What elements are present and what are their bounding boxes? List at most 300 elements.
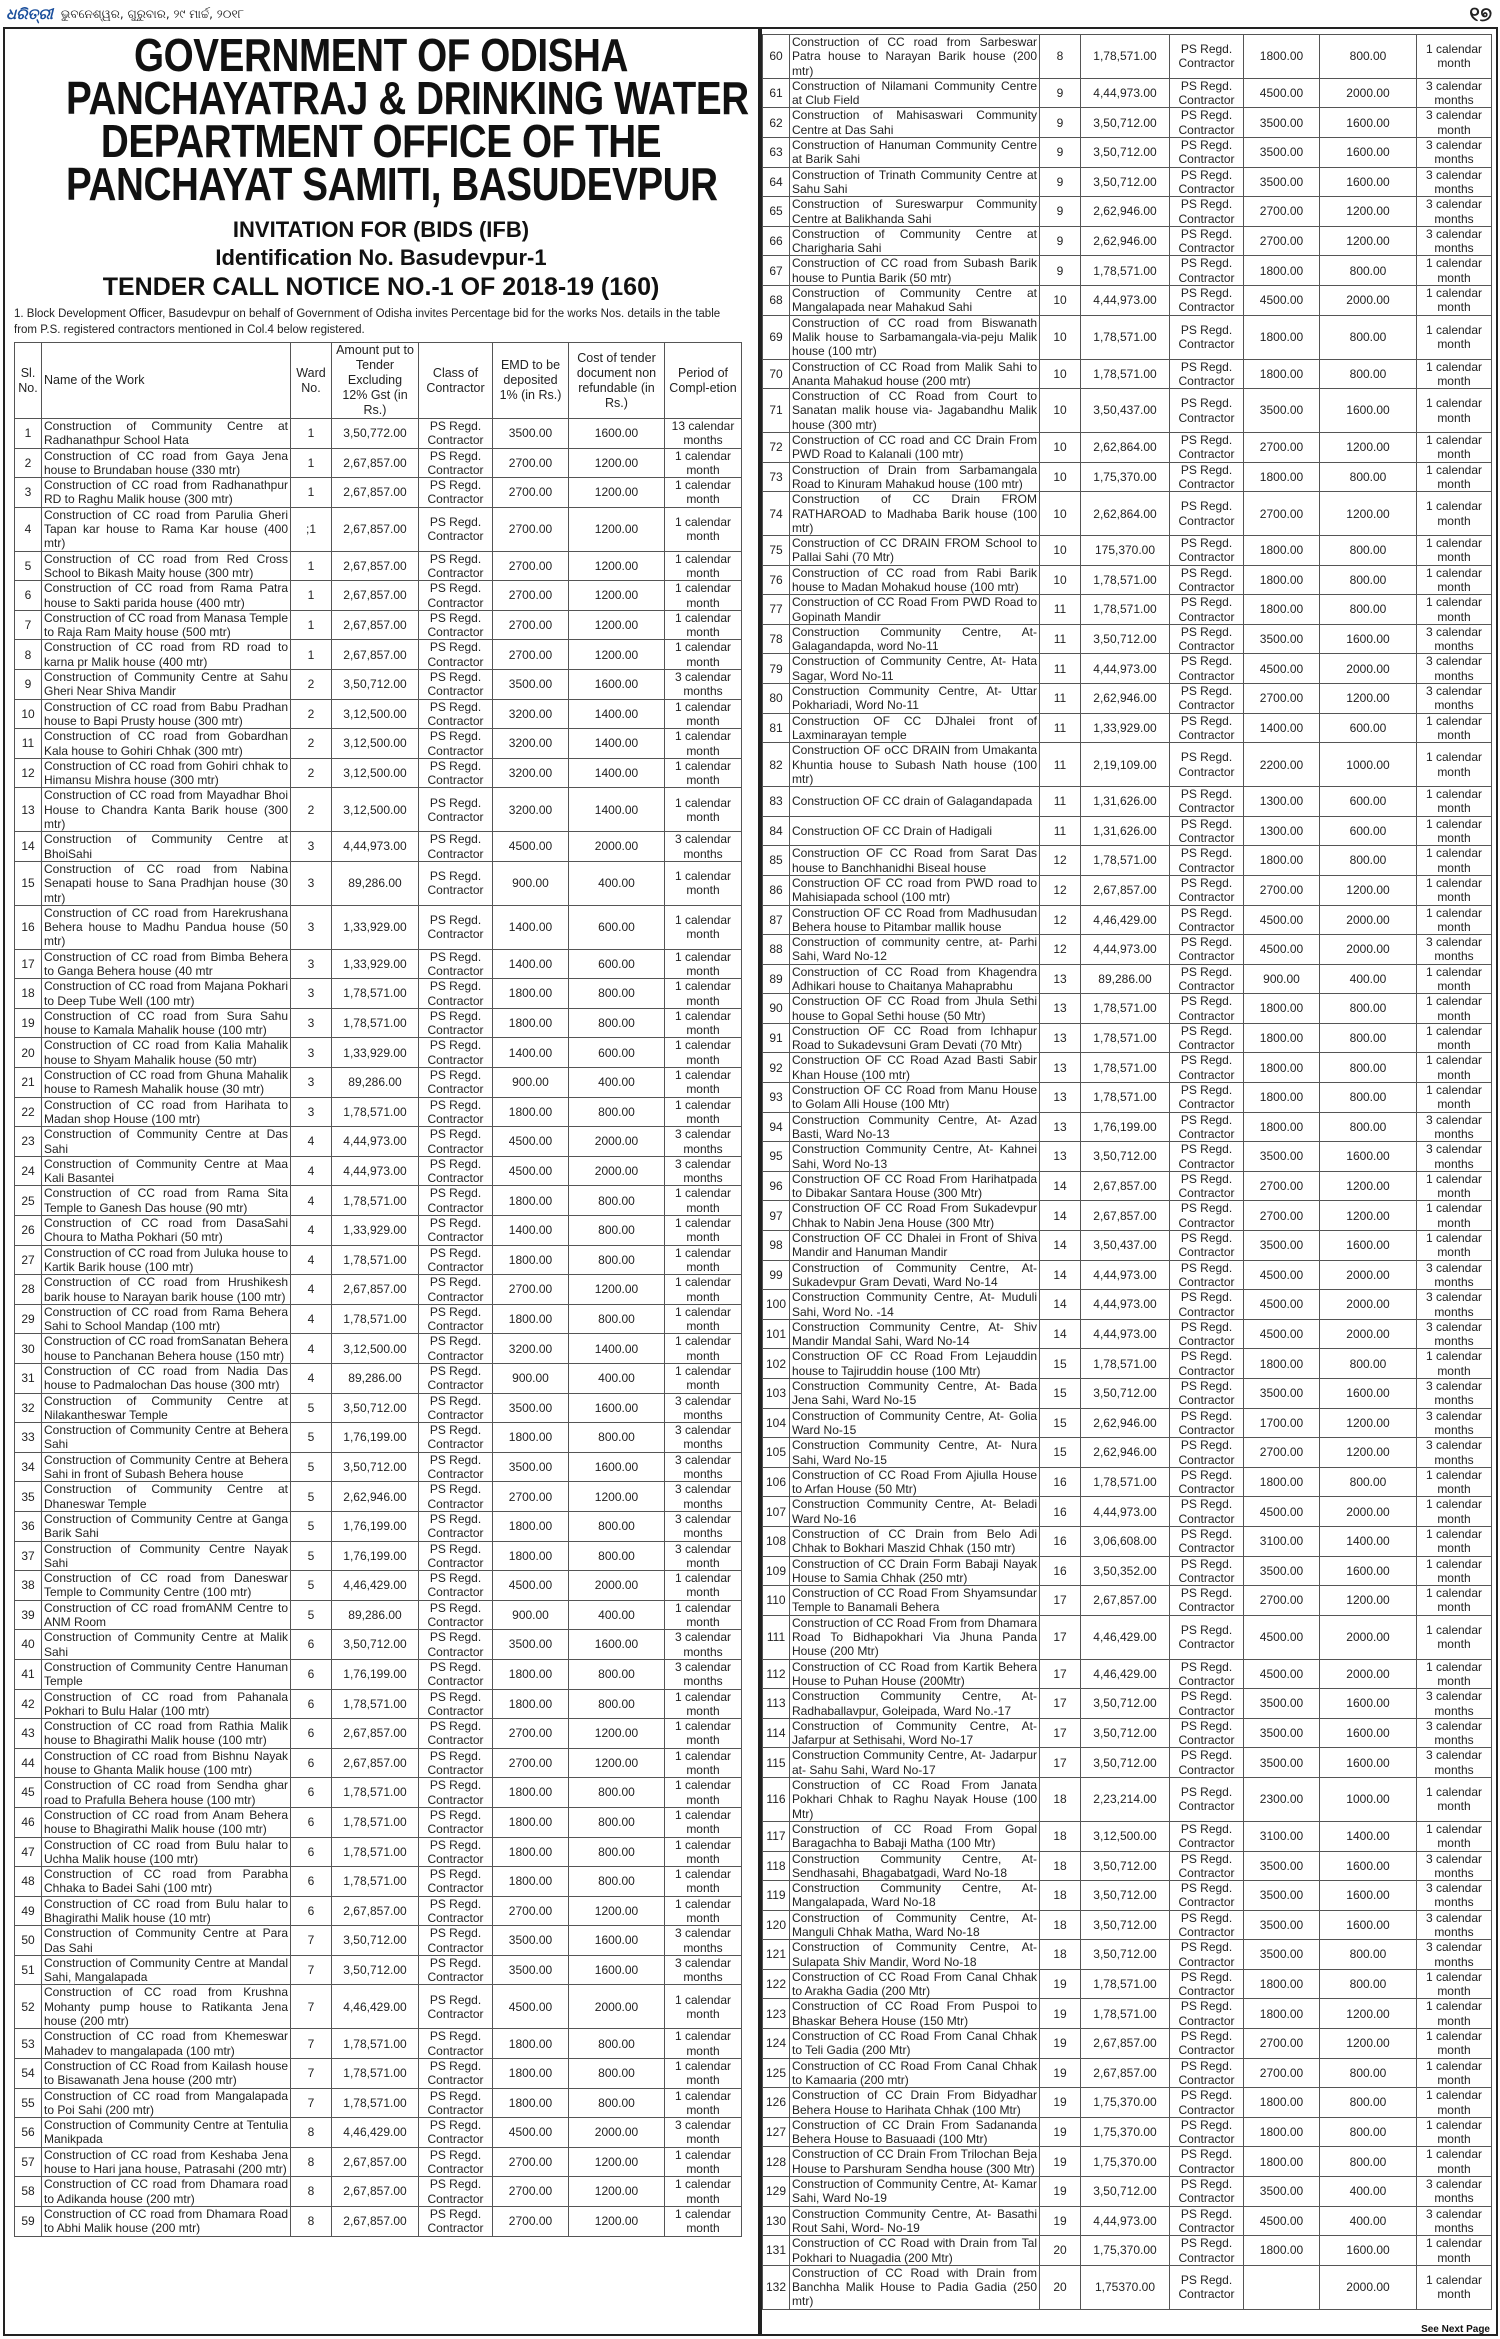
cell-work-name: Construction OF CC drain of Galagandapada xyxy=(790,787,1040,817)
cell-emd: 1800.00 xyxy=(493,1541,569,1571)
cell-contractor-class: PS Regd. Contractor xyxy=(1170,1408,1244,1438)
cell-sl-no: 3 xyxy=(15,478,42,508)
cell-amount: 4,44,973.00 xyxy=(1081,935,1170,965)
cell-tender-cost: 800.00 xyxy=(569,1867,665,1897)
cell-ward-no: 10 xyxy=(1040,536,1081,566)
table-row xyxy=(15,1926,742,1956)
table-row xyxy=(15,2088,742,2118)
cell-ward-no: 15 xyxy=(1040,1438,1081,1468)
cell-contractor-class: PS Regd. Contractor xyxy=(1170,462,1244,492)
cell-tender-cost: 2000.00 xyxy=(1320,1659,1417,1689)
cell-ward-no: 2 xyxy=(291,670,332,700)
cell-emd: 3500.00 xyxy=(1244,138,1320,168)
cell-work-name: Construction of CC road from Harekrushana Behera house to Madhu Pandua house (50 mtr) xyxy=(42,905,291,949)
cell-ward-no: 13 xyxy=(1040,1023,1081,1053)
cell-period: 3 calendar months xyxy=(1417,935,1492,965)
cell-emd: 3500.00 xyxy=(1244,1231,1320,1261)
cell-work-name: Construction of CC Road From Gopal Baragachha to Babaji Matha (100 Mtr) xyxy=(790,1821,1040,1851)
cell-amount: 1,33,929.00 xyxy=(332,905,419,949)
table-row xyxy=(763,1171,1492,1201)
cell-period: 1 calendar month xyxy=(1417,462,1492,492)
cell-ward-no: 10 xyxy=(1040,433,1081,463)
cell-period: 1 calendar month xyxy=(665,507,742,551)
cell-emd: 3200.00 xyxy=(493,699,569,729)
cell-period: 3 calendar months xyxy=(665,1452,742,1482)
table-row xyxy=(15,2147,742,2177)
cell-work-name: Construction of CC Road from Kailash house to Bisawanath Jena house (200 mtr) xyxy=(42,2058,291,2088)
table-row xyxy=(15,478,742,508)
cell-period: 3 calendar months xyxy=(1417,624,1492,654)
cell-contractor-class: PS Regd. Contractor xyxy=(419,1719,493,1749)
cell-period: 3 calendar months xyxy=(1417,1112,1492,1142)
table-row xyxy=(15,1423,742,1453)
cell-amount: 1,78,571.00 xyxy=(332,2058,419,2088)
cell-tender-cost: 1600.00 xyxy=(1320,138,1417,168)
cell-tender-cost: 800.00 xyxy=(1320,1023,1417,1053)
cell-contractor-class: PS Regd. Contractor xyxy=(419,1275,493,1305)
cell-emd: 2700.00 xyxy=(1244,492,1320,536)
cell-tender-cost: 1200.00 xyxy=(569,1896,665,1926)
cell-emd: 4500.00 xyxy=(1244,78,1320,108)
cell-work-name: Construction OF CC Dhalei in Front of Shiva Mandir and Hanuman Mandir xyxy=(790,1231,1040,1261)
table-row xyxy=(763,1023,1492,1053)
cell-contractor-class: PS Regd. Contractor xyxy=(419,448,493,478)
cell-period: 1 calendar month xyxy=(1417,1586,1492,1616)
cell-contractor-class: PS Regd. Contractor xyxy=(419,1127,493,1157)
cell-work-name: Construction of CC road from Parulia Gheri Tapan kar house to Rama Kar house (400 mtr) xyxy=(42,507,291,551)
cell-sl-no: 131 xyxy=(763,2236,790,2266)
cell-amount: 2,67,857.00 xyxy=(1081,1201,1170,1231)
cell-sl-no: 10 xyxy=(15,699,42,729)
cell-sl-no: 123 xyxy=(763,1999,790,2029)
cell-sl-no: 13 xyxy=(15,788,42,832)
cell-sl-no: 44 xyxy=(15,1748,42,1778)
cell-amount: 1,78,571.00 xyxy=(332,1008,419,1038)
cell-amount: 3,50,712.00 xyxy=(1081,1689,1170,1719)
cell-ward-no: 17 xyxy=(1040,1615,1081,1659)
cell-emd: 3500.00 xyxy=(1244,108,1320,138)
cell-work-name: Construction of CC Road with Drain from Banchha Malik House to Padia Gadia (250 mtr) xyxy=(790,2265,1040,2309)
cell-tender-cost: 800.00 xyxy=(1320,2147,1417,2177)
cell-tender-cost: 1200.00 xyxy=(569,2177,665,2207)
cell-ward-no: 13 xyxy=(1040,1053,1081,1083)
cell-contractor-class: PS Regd. Contractor xyxy=(419,1926,493,1956)
cell-sl-no: 6 xyxy=(15,581,42,611)
cell-ward-no: 12 xyxy=(1040,875,1081,905)
cell-amount: 1,78,571.00 xyxy=(332,1867,419,1897)
cell-work-name: Construction of CC road from Keshaba Jena house to Hari jana house, Patrasahi (200 mtr) xyxy=(42,2147,291,2177)
cell-contractor-class: PS Regd. Contractor xyxy=(419,1304,493,1334)
cell-sl-no: 56 xyxy=(15,2118,42,2148)
cell-period: 1 calendar month xyxy=(1417,359,1492,389)
cell-sl-no: 21 xyxy=(15,1068,42,1098)
cell-work-name: Construction OF CC Drain of Hadigali xyxy=(790,816,1040,846)
cell-emd: 1800.00 xyxy=(1244,2147,1320,2177)
cell-amount: 4,46,429.00 xyxy=(1081,1615,1170,1659)
cell-work-name: Construction OF oCC DRAIN from Umakanta Khuntia house to Subash Nath house (100 mtr) xyxy=(790,743,1040,787)
cell-amount: 2,67,857.00 xyxy=(332,640,419,670)
table-row xyxy=(15,1364,742,1394)
cell-amount: 3,50,712.00 xyxy=(1081,1851,1170,1881)
cell-work-name: Construction Community Centre, At- Mangalapada, Ward No-18 xyxy=(790,1881,1040,1911)
cell-tender-cost: 2000.00 xyxy=(569,1571,665,1601)
header-tender-cost: Cost of tender document non refundable (in Rs.) xyxy=(569,343,665,419)
cell-emd: 2300.00 xyxy=(1244,1778,1320,1822)
cell-work-name: Construction of CC road from Red Cross School to Bikash Maity house (300 mtr) xyxy=(42,551,291,581)
cell-work-name: Construction of CC Drain From Bidyadhar Behera House to Harihata Chhak (100 Mtr) xyxy=(790,2088,1040,2118)
cell-ward-no: 18 xyxy=(1040,1910,1081,1940)
cell-emd: 1800.00 xyxy=(1244,846,1320,876)
cell-work-name: Construction of CC road from Rabi Barik house to Madan Mohakud house (100 mtr) xyxy=(790,565,1040,595)
cell-work-name: Construction Community Centre, At- Uttar Pokhariadi, Word No-11 xyxy=(790,684,1040,714)
table-row xyxy=(15,670,742,700)
cell-sl-no: 82 xyxy=(763,743,790,787)
cell-emd: 1800.00 xyxy=(1244,359,1320,389)
cell-sl-no: 16 xyxy=(15,905,42,949)
cell-sl-no: 17 xyxy=(15,949,42,979)
cell-emd: 1800.00 xyxy=(493,1837,569,1867)
cell-emd: 3500.00 xyxy=(1244,1556,1320,1586)
cell-ward-no: 13 xyxy=(1040,994,1081,1024)
cell-amount: 2,67,857.00 xyxy=(1081,1586,1170,1616)
cell-period: 3 calendar months xyxy=(1417,1438,1492,1468)
cell-period: 1 calendar month xyxy=(1417,2265,1492,2309)
cell-work-name: Construction of Community Centre, At- Golia Ward No-15 xyxy=(790,1408,1040,1438)
table-header-row xyxy=(15,343,742,419)
cell-period: 1 calendar month xyxy=(1417,1497,1492,1527)
cell-emd: 3200.00 xyxy=(493,1334,569,1364)
cell-amount: 2,67,857.00 xyxy=(332,581,419,611)
cell-period: 3 calendar month xyxy=(665,2118,742,2148)
cell-amount: 1,75370.00 xyxy=(1081,2265,1170,2309)
intro-paragraph: 1. Block Development Officer, Basudevpur on behalf of Government of Odisha invites Percentage bid for the works Nos. details in the table from P.S. registered contractors mentioned in Col.4 below registered. xyxy=(14,308,721,336)
table-row xyxy=(763,565,1492,595)
cell-sl-no: 111 xyxy=(763,1615,790,1659)
cell-sl-no: 78 xyxy=(763,624,790,654)
cell-amount: 1,75,370.00 xyxy=(1081,2147,1170,2177)
cell-emd: 1800.00 xyxy=(493,2029,569,2059)
table-row xyxy=(763,1910,1492,1940)
table-row xyxy=(763,1526,1492,1556)
cell-amount: 89,286.00 xyxy=(332,1364,419,1394)
cell-work-name: Construction of CC road from Nabina Senapati house to Sana Pradhjan house (30 mtr) xyxy=(42,861,291,905)
cell-period: 1 calendar month xyxy=(1417,256,1492,286)
table-row xyxy=(763,1408,1492,1438)
cell-period: 3 calendar months xyxy=(1417,197,1492,227)
cell-ward-no: 3 xyxy=(291,1068,332,1098)
cell-sl-no: 94 xyxy=(763,1112,790,1142)
cell-ward-no: 6 xyxy=(291,1630,332,1660)
cell-tender-cost: 1400.00 xyxy=(1320,1526,1417,1556)
cell-ward-no: 19 xyxy=(1040,2029,1081,2059)
cell-work-name: Construction of CC road from Daneswar Temple to Community Centre (100 mtr) xyxy=(42,1571,291,1601)
cell-contractor-class: PS Regd. Contractor xyxy=(1170,35,1244,79)
cell-amount: 1,78,571.00 xyxy=(1081,1023,1170,1053)
cell-period: 1 calendar month xyxy=(1417,315,1492,359)
table-row xyxy=(15,832,742,862)
table-row xyxy=(763,935,1492,965)
cell-emd: 1800.00 xyxy=(1244,1023,1320,1053)
works-table-right xyxy=(762,34,1492,2310)
cell-work-name: Construction of CC Road From Puspoi to Bhaskar Behera House (150 Mtr) xyxy=(790,1999,1040,2029)
cell-period: 1 calendar month xyxy=(665,551,742,581)
cell-work-name: Construction OF CC Road From Sukadevpur Chhak to Nabin Jena House (300 Mtr) xyxy=(790,1201,1040,1231)
table-row xyxy=(15,1985,742,2029)
cell-sl-no: 79 xyxy=(763,654,790,684)
cell-period: 1 calendar month xyxy=(665,1364,742,1394)
cell-sl-no: 54 xyxy=(15,2058,42,2088)
table-row xyxy=(763,389,1492,433)
cell-work-name: Construction of CC road from Khemeswar Mahadev to mangalapada (100 mtr) xyxy=(42,2029,291,2059)
cell-ward-no: 14 xyxy=(1040,1290,1081,1320)
cell-period: 1 calendar month xyxy=(665,861,742,905)
cell-emd: 3500.00 xyxy=(1244,624,1320,654)
table-row xyxy=(15,1955,742,1985)
table-row xyxy=(763,1778,1492,1822)
cell-period: 1 calendar month xyxy=(1417,2147,1492,2177)
cell-sl-no: 81 xyxy=(763,713,790,743)
cell-contractor-class: PS Regd. Contractor xyxy=(419,1482,493,1512)
table-row xyxy=(15,758,742,788)
cell-amount: 3,50,772.00 xyxy=(332,419,419,449)
table-row xyxy=(763,1881,1492,1911)
cell-contractor-class: PS Regd. Contractor xyxy=(1170,1201,1244,1231)
cell-work-name: Construction of Community Centre Nayak Sahi xyxy=(42,1541,291,1571)
cell-ward-no: 2 xyxy=(291,758,332,788)
cell-tender-cost: 1200.00 xyxy=(1320,1408,1417,1438)
cell-tender-cost: 1200.00 xyxy=(569,1275,665,1305)
cell-ward-no: 9 xyxy=(1040,108,1081,138)
cell-emd: 3500.00 xyxy=(1244,1851,1320,1881)
cell-emd: 1800.00 xyxy=(1244,994,1320,1024)
cell-ward-no: 11 xyxy=(1040,624,1081,654)
table-row xyxy=(763,286,1492,316)
cell-ward-no: 14 xyxy=(1040,1171,1081,1201)
cell-ward-no: 19 xyxy=(1040,1999,1081,2029)
cell-sl-no: 32 xyxy=(15,1393,42,1423)
table-row xyxy=(763,1969,1492,1999)
cell-tender-cost: 2000.00 xyxy=(1320,935,1417,965)
cell-ward-no: 10 xyxy=(1040,492,1081,536)
cell-work-name: Construction OF CC Road from Manu House to Golam Alli House (100 Mtr) xyxy=(790,1083,1040,1113)
cell-ward-no: 18 xyxy=(1040,1940,1081,1970)
cell-amount: 2,62,946.00 xyxy=(1081,226,1170,256)
cell-contractor-class: PS Regd. Contractor xyxy=(419,1955,493,1985)
cell-ward-no: 15 xyxy=(1040,1408,1081,1438)
cell-tender-cost: 1200.00 xyxy=(1320,1201,1417,1231)
cell-tender-cost: 2000.00 xyxy=(1320,1290,1417,1320)
cell-tender-cost: 400.00 xyxy=(1320,964,1417,994)
cell-tender-cost: 1600.00 xyxy=(1320,1851,1417,1881)
cell-contractor-class: PS Regd. Contractor xyxy=(419,1186,493,1216)
cell-work-name: Construction of CC road from Pahanala Pokhari to Bulu Halar (100 mtr) xyxy=(42,1689,291,1719)
table-row xyxy=(763,2147,1492,2177)
cell-amount: 1,78,571.00 xyxy=(1081,1083,1170,1113)
table-row xyxy=(763,1821,1492,1851)
cell-tender-cost: 400.00 xyxy=(569,1364,665,1394)
cell-work-name: Construction of CC road from Anam Behera house to Bhagirathi Malik house (100 mtr) xyxy=(42,1807,291,1837)
cell-period: 1 calendar month xyxy=(665,949,742,979)
cell-amount: 1,33,929.00 xyxy=(332,1038,419,1068)
cell-ward-no: 14 xyxy=(1040,1201,1081,1231)
cell-work-name: Construction Community Centre, At- Beladi Ward No-16 xyxy=(790,1497,1040,1527)
cell-work-name: Construction of CC road from Ghuna Mahalik house to Ramesh Mahalik house (30 mtr) xyxy=(42,1068,291,1098)
cell-ward-no: 4 xyxy=(291,1334,332,1364)
cell-amount: 1,78,571.00 xyxy=(1081,1349,1170,1379)
cell-contractor-class: PS Regd. Contractor xyxy=(1170,226,1244,256)
cell-ward-no: 4 xyxy=(291,1275,332,1305)
cell-sl-no: 115 xyxy=(763,1748,790,1778)
table-row xyxy=(15,1511,742,1541)
cell-work-name: Construction of Community Centre, At- Manguli Chhak Matha, Ward No-18 xyxy=(790,1910,1040,1940)
cell-period: 1 calendar month xyxy=(665,1334,742,1364)
cell-amount: 1,78,571.00 xyxy=(332,1186,419,1216)
cell-work-name: Construction OF CC Road from Madhusudan Behera house to Pitambar mallik house xyxy=(790,905,1040,935)
cell-period: 3 calendar months xyxy=(665,1630,742,1660)
cell-amount: 1,76,199.00 xyxy=(332,1423,419,1453)
cell-contractor-class: PS Regd. Contractor xyxy=(1170,2177,1244,2207)
cell-amount: 3,50,712.00 xyxy=(1081,1718,1170,1748)
cell-ward-no: 7 xyxy=(291,2029,332,2059)
cell-emd: 1800.00 xyxy=(1244,595,1320,625)
cell-period: 3 calendar months xyxy=(1417,1689,1492,1719)
cell-period: 1 calendar month xyxy=(1417,1526,1492,1556)
table-row xyxy=(15,1186,742,1216)
cell-contractor-class: PS Regd. Contractor xyxy=(419,788,493,832)
cell-work-name: Construction OF CC Road from Sarat Das house to Banchhanidhi Biseal house xyxy=(790,846,1040,876)
cell-period: 1 calendar month xyxy=(1417,595,1492,625)
cell-amount: 1,78,571.00 xyxy=(1081,1969,1170,1999)
cell-ward-no: 5 xyxy=(291,1541,332,1571)
cell-ward-no: 10 xyxy=(1040,389,1081,433)
cell-contractor-class: PS Regd. Contractor xyxy=(419,1334,493,1364)
header-amount: Amount put to Tender Excluding 12% Gst (in Rs.) xyxy=(332,343,419,419)
cell-emd: 1400.00 xyxy=(493,1038,569,1068)
cell-work-name: Construction of CC road from Dhamara road to Adikanda house (200 mtr) xyxy=(42,2177,291,2207)
cell-ward-no: 11 xyxy=(1040,787,1081,817)
cell-tender-cost: 1200.00 xyxy=(569,610,665,640)
cell-contractor-class: PS Regd. Contractor xyxy=(1170,256,1244,286)
cell-work-name: Construction of CC Road From PWD Road to Gopinath Mandir xyxy=(790,595,1040,625)
cell-sl-no: 8 xyxy=(15,640,42,670)
cell-work-name: Construction Community Centre, At- Nura Sahi, Ward No-15 xyxy=(790,1438,1040,1468)
cell-emd: 2700.00 xyxy=(493,448,569,478)
cell-work-name: Construction of Community Centre, At- Jafarpur at Sethisahi, Word No-17 xyxy=(790,1718,1040,1748)
cell-amount: 3,12,500.00 xyxy=(1081,1821,1170,1851)
cell-tender-cost: 1600.00 xyxy=(569,1630,665,1660)
cell-ward-no: 1 xyxy=(291,581,332,611)
cell-work-name: Construction of CC Drain From Trilochan Beja House to Parshuram Sendha house (300 Mtr) xyxy=(790,2147,1040,2177)
cell-tender-cost: 1600.00 xyxy=(1320,1689,1417,1719)
cell-contractor-class: PS Regd. Contractor xyxy=(1170,1999,1244,2029)
cell-tender-cost: 2000.00 xyxy=(569,832,665,862)
cell-amount: 2,62,946.00 xyxy=(1081,684,1170,714)
cell-period: 1 calendar month xyxy=(665,1186,742,1216)
cell-sl-no: 108 xyxy=(763,1526,790,1556)
cell-work-name: Construction of community centre, at- Parhi Sahi, Ward No-12 xyxy=(790,935,1040,965)
cell-ward-no: 19 xyxy=(1040,2058,1081,2088)
table-row xyxy=(15,1275,742,1305)
cell-ward-no: 12 xyxy=(1040,935,1081,965)
cell-period: 1 calendar month xyxy=(665,2088,742,2118)
cell-work-name: Construction of Nilamani Community Centre at Club Field xyxy=(790,78,1040,108)
cell-emd: 1800.00 xyxy=(493,1245,569,1275)
cell-ward-no: 19 xyxy=(1040,2147,1081,2177)
cell-amount: 1,78,571.00 xyxy=(332,979,419,1009)
table-row xyxy=(15,788,742,832)
cell-ward-no: 19 xyxy=(1040,1969,1081,1999)
cell-period: 1 calendar month xyxy=(665,1275,742,1305)
cell-ward-no: 17 xyxy=(1040,1748,1081,1778)
cell-contractor-class: PS Regd. Contractor xyxy=(1170,595,1244,625)
cell-ward-no: 7 xyxy=(291,2088,332,2118)
cell-ward-no: ;1 xyxy=(291,507,332,551)
cell-sl-no: 124 xyxy=(763,2029,790,2059)
cell-ward-no: 3 xyxy=(291,1008,332,1038)
cell-amount: 1,78,571.00 xyxy=(1081,846,1170,876)
cell-sl-no: 7 xyxy=(15,610,42,640)
cell-work-name: Construction of Community Centre at Para Das Sahi xyxy=(42,1926,291,1956)
cell-emd: 1800.00 xyxy=(493,1097,569,1127)
cell-emd: 1800.00 xyxy=(1244,536,1320,566)
table-row xyxy=(763,462,1492,492)
cell-contractor-class: PS Regd. Contractor xyxy=(1170,1718,1244,1748)
page-number: ୧୭ xyxy=(1469,2,1492,26)
cell-contractor-class: PS Regd. Contractor xyxy=(1170,167,1244,197)
cell-emd: 1800.00 xyxy=(1244,462,1320,492)
cell-period: 1 calendar month xyxy=(1417,1615,1492,1659)
cell-contractor-class: PS Regd. Contractor xyxy=(419,1423,493,1453)
cell-work-name: Construction of Community Centre Hanuman Temple xyxy=(42,1659,291,1689)
cell-work-name: Construction of CC road from Gaya Jena house to Brundaban house (330 mtr) xyxy=(42,448,291,478)
cell-amount: 4,44,973.00 xyxy=(1081,78,1170,108)
cell-contractor-class: PS Regd. Contractor xyxy=(1170,1497,1244,1527)
cell-amount: 3,50,712.00 xyxy=(1081,108,1170,138)
cell-work-name: Construction of CC road from Rathia Malik house to Bhagirathi Malik house (100 mtr) xyxy=(42,1719,291,1749)
table-row xyxy=(763,2206,1492,2236)
cell-tender-cost: 1200.00 xyxy=(569,448,665,478)
cell-emd: 1800.00 xyxy=(493,1304,569,1334)
cell-sl-no: 96 xyxy=(763,1171,790,1201)
cell-emd: 3500.00 xyxy=(493,1393,569,1423)
cell-tender-cost: 1600.00 xyxy=(569,1452,665,1482)
cell-contractor-class: PS Regd. Contractor xyxy=(419,1364,493,1394)
cell-work-name: Construction of Community Centre at BhoiSahi xyxy=(42,832,291,862)
cell-contractor-class: PS Regd. Contractor xyxy=(1170,846,1244,876)
cell-emd: 4500.00 xyxy=(493,1127,569,1157)
cell-tender-cost: 800.00 xyxy=(569,1689,665,1719)
cell-contractor-class: PS Regd. Contractor xyxy=(1170,2029,1244,2059)
cell-sl-no: 132 xyxy=(763,2265,790,2309)
table-row xyxy=(15,1719,742,1749)
cell-sl-no: 12 xyxy=(15,758,42,788)
cell-contractor-class: PS Regd. Contractor xyxy=(1170,1260,1244,1290)
cell-period: 1 calendar month xyxy=(665,2147,742,2177)
cell-emd: 3500.00 xyxy=(1244,1940,1320,1970)
cell-ward-no: 18 xyxy=(1040,1778,1081,1822)
cell-tender-cost: 800.00 xyxy=(569,1216,665,1246)
cell-sl-no: 51 xyxy=(15,1955,42,1985)
cell-emd: 1800.00 xyxy=(493,1867,569,1897)
cell-contractor-class: PS Regd. Contractor xyxy=(1170,1171,1244,1201)
cell-emd: 3500.00 xyxy=(1244,167,1320,197)
cell-period: 1 calendar month xyxy=(665,640,742,670)
cell-work-name: Construction of Trinath Community Centre at Sahu Sahi xyxy=(790,167,1040,197)
cell-period: 3 calendar months xyxy=(665,1423,742,1453)
cell-amount: 1,75,370.00 xyxy=(1081,2088,1170,2118)
cell-work-name: Construction of CC road from Bulu halar to Bhagirathi Malik house (10 mtr) xyxy=(42,1896,291,1926)
cell-period: 3 calendar months xyxy=(1417,1290,1492,1320)
